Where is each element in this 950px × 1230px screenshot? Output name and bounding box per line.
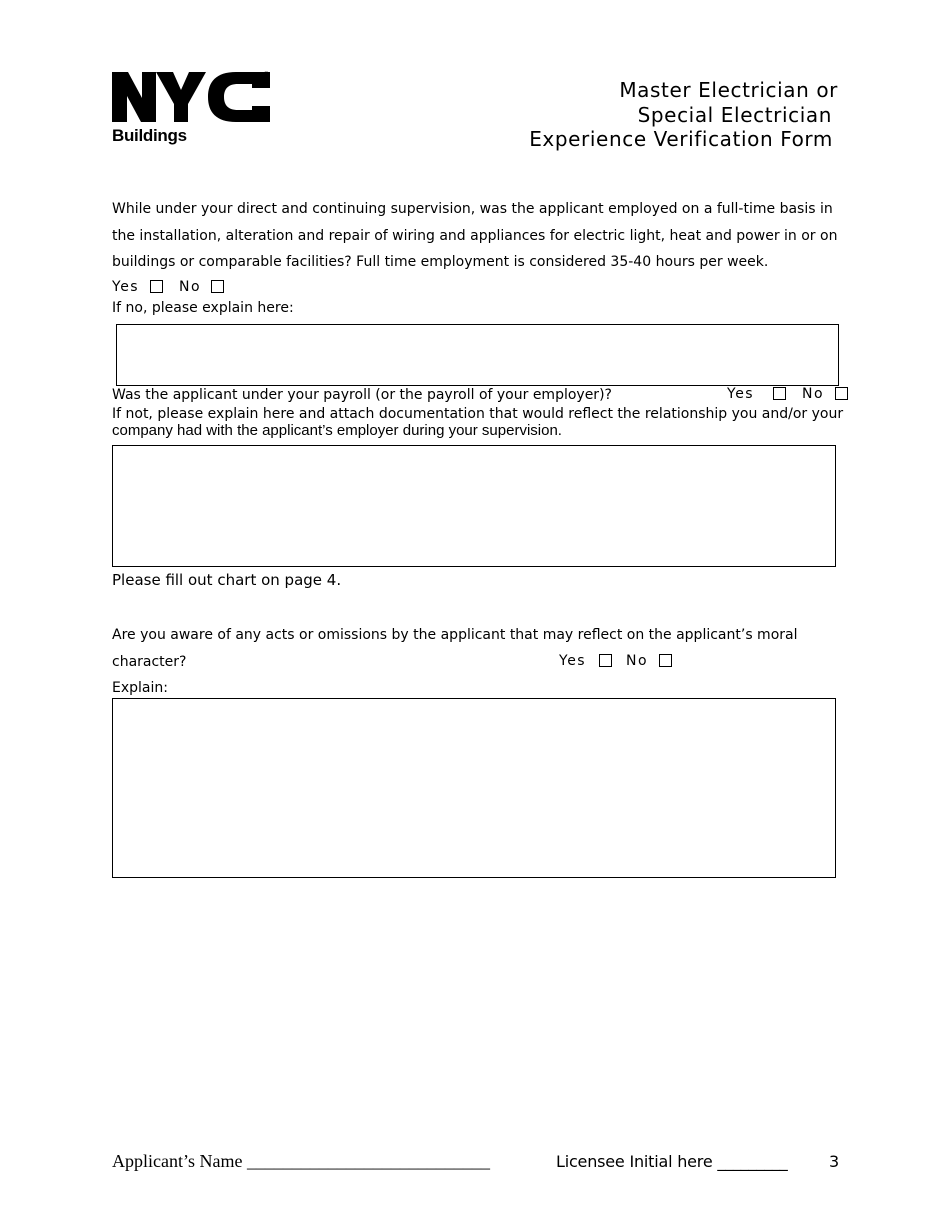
- question-1-explain-label: If no, please explain here:: [112, 300, 294, 316]
- question-3-text-line-1: Are you aware of any acts or omissions by the applicant that may reflect on the applicant’s moral: [112, 627, 798, 643]
- question-2-options: [727, 386, 848, 402]
- question-2-explain-line-2: company had with the applicant’s employer during your supervision.: [112, 422, 562, 439]
- question-3-text-line-2: character?: [112, 654, 187, 670]
- question-1-explain-field[interactable]: [116, 324, 839, 386]
- question-2-no-checkbox[interactable]: [835, 387, 848, 400]
- question-2-explain-field[interactable]: [112, 445, 836, 567]
- title-line-2: Special Electrician: [637, 102, 832, 127]
- question-2-explain-line-1: If not, please explain here and attach documentation that would reflect the relationship you and/or your: [112, 406, 844, 422]
- question-3-options: [559, 653, 672, 669]
- question-1-no-checkbox[interactable]: [211, 280, 224, 293]
- no-label: No: [802, 386, 825, 402]
- form-title: [438, 78, 838, 152]
- licensee-initial-field[interactable]: Licensee Initial here _________: [556, 1152, 788, 1171]
- question-3-explain-field[interactable]: [112, 698, 836, 878]
- question-3-no-checkbox[interactable]: [659, 654, 672, 667]
- nyc-logo-icon: [112, 70, 272, 124]
- question-1-options: [112, 279, 224, 295]
- question-2-yes-checkbox[interactable]: [773, 387, 786, 400]
- no-label: No: [179, 279, 202, 295]
- question-1-yes-checkbox[interactable]: [150, 280, 163, 293]
- no-label: No: [626, 653, 649, 669]
- question-2-text: Was the applicant under your payroll (or the payroll of your employer)?: [112, 387, 612, 403]
- chart-note: Please fill out chart on page 4.: [112, 571, 342, 589]
- question-1-text: While under your direct and continuing supervision, was the applicant employed on a full-time basis in the installation, alteration and repair of wiring and appliances for electric light, heat and power in or on buildings or comparable facilities? Full time employment is considered 35-40 hours per week.: [112, 201, 838, 270]
- svg-text:™: ™: [264, 71, 269, 77]
- applicant-name-field[interactable]: Applicant’s Name ___________________________: [112, 1151, 490, 1171]
- question-3-yes-checkbox[interactable]: [599, 654, 612, 667]
- page-number: 3: [829, 1152, 840, 1171]
- question-3-explain-label: Explain:: [112, 680, 168, 696]
- logo-subtext: Buildings: [112, 126, 187, 145]
- title-line-1: Master Electrician or: [619, 78, 838, 102]
- title-line-3: Experience Verification Form: [529, 127, 833, 151]
- yes-label: Yes: [559, 653, 587, 669]
- yes-label: Yes: [112, 279, 140, 295]
- yes-label: Yes: [727, 386, 755, 402]
